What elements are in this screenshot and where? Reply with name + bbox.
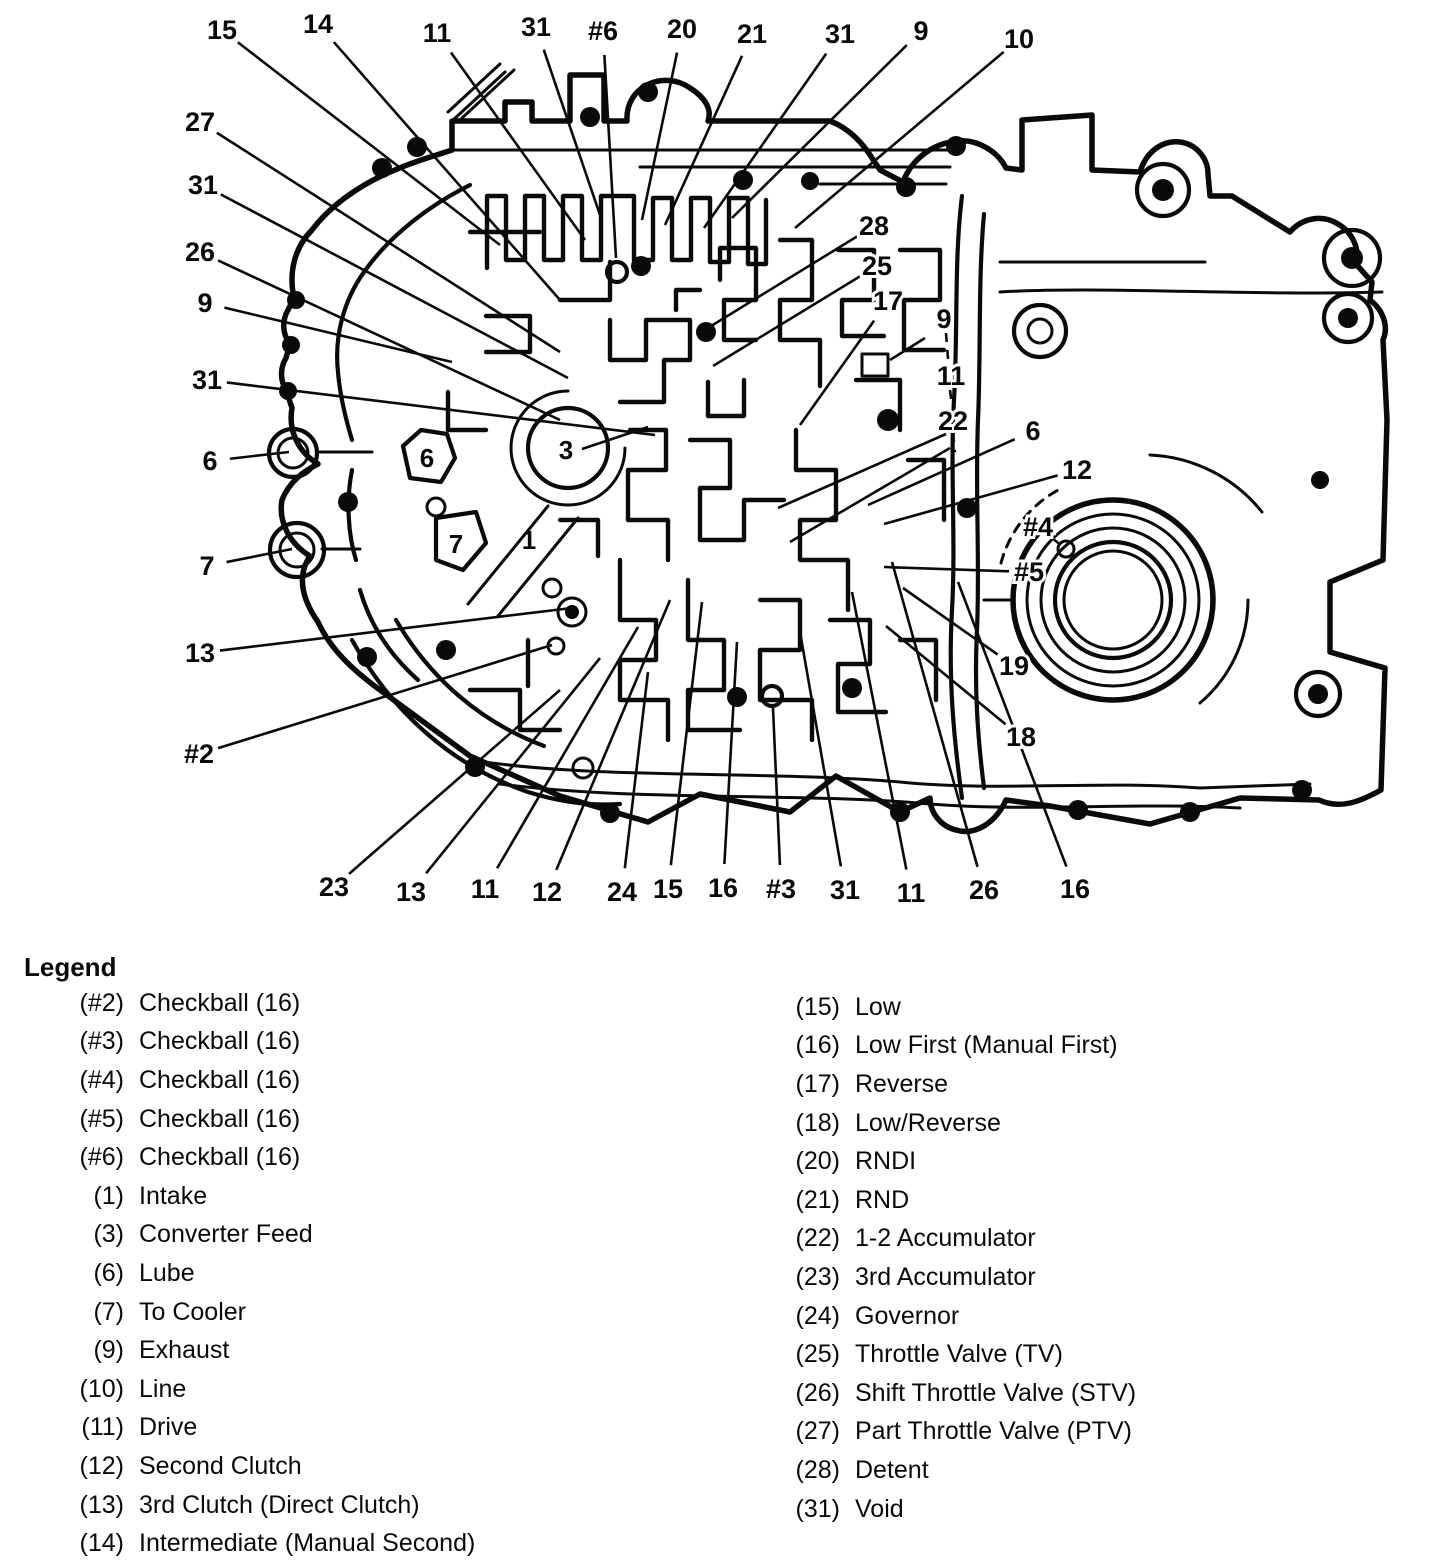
legend-row [36,1254,475,1293]
legend-item-label: Checkball (16) [139,1027,301,1056]
legend-row [36,1524,475,1563]
callout-label: 6 [1025,416,1041,446]
legend-item-label: Checkball (16) [139,1104,301,1133]
legend-item-number: (24) [795,1301,840,1330]
legend-item-label: Line [139,1374,187,1403]
callout-label: 11 [422,18,452,48]
callout-leader [886,626,1006,724]
legend-item-number: (1) [93,1181,124,1210]
legend-title: Legend [24,952,117,982]
callout-leader [732,45,907,218]
legend-row [36,1370,475,1409]
legend-item-label: 3rd Accumulator [855,1262,1036,1291]
legend-item-number: (25) [795,1340,840,1369]
callout-label: 18 [1005,722,1037,752]
legend-item-number: (27) [795,1417,840,1446]
legend-item-label: Low [855,992,901,1021]
passage-number-label: 1 [521,525,537,555]
legend-row [752,1142,1136,1181]
legend-row [36,1331,475,1370]
callout-leader [642,52,677,220]
callout-label: 13 [395,877,427,907]
bell-inner-contour [337,185,470,680]
legend-item-label: Throttle Valve (TV) [855,1340,1063,1369]
legend-row [36,1486,475,1525]
legend-row [36,1100,475,1139]
legend-row [752,988,1136,1027]
callout-label: 21 [736,19,768,49]
legend-item-number: (31) [795,1494,840,1523]
legend-item-number: (10) [79,1374,124,1403]
legend-item-label: Governor [855,1301,960,1330]
callout-leader [238,42,500,245]
legend-item-label: RND [855,1185,910,1214]
legend-row [752,1490,1136,1529]
callout-label: 31 [824,19,856,49]
legend-row [36,1293,475,1332]
legend-item-number: (#3) [79,1027,124,1056]
legend-item-label: Exhaust [139,1336,230,1365]
legend-item-label: Shift Throttle Valve (STV) [855,1378,1137,1407]
legend-item-label: Low First (Manual First) [855,1031,1118,1060]
legend-item-number: (#2) [79,988,124,1017]
legend-row [36,1177,475,1216]
callout-label: 27 [184,107,216,137]
legend-item-label: Checkball (16) [139,1065,301,1094]
callout-leader [773,708,780,865]
callout-label: 11 [936,361,966,391]
legend-row [752,1027,1136,1066]
callout-label: #3 [765,874,797,904]
legend-item-label: Checkball (16) [139,988,301,1017]
callout-leader [892,562,978,867]
legend-item-number: (7) [93,1297,124,1326]
legend-item-label: Void [855,1494,904,1523]
callout-label: 31 [829,875,861,905]
legend-item-number: (3) [93,1220,124,1249]
legend-item-number: (9) [93,1336,124,1365]
callout-label: #6 [587,16,619,46]
callout-label: #4 [1022,512,1054,542]
callout-label: 15 [652,874,684,904]
callout-label: 13 [184,638,216,668]
legend-row [752,1335,1136,1374]
callout-leader [604,55,616,258]
legend-row [752,1220,1136,1259]
legend-row [36,1447,475,1486]
legend-row [752,1104,1136,1143]
legend-item-label: Lube [139,1258,195,1287]
legend-item-number: (13) [79,1490,124,1519]
legend-row [36,1216,475,1255]
top-contours [455,150,950,184]
legend-item-label: To Cooler [139,1297,246,1326]
callout-leader [884,567,1009,571]
callout-leader [220,608,572,651]
legend-item-number: (12) [79,1451,124,1480]
legend-row [752,1413,1136,1452]
legend-item-label: Intermediate (Manual Second) [139,1529,476,1558]
section-line [946,333,948,359]
legend-row [752,1258,1136,1297]
callout-label: 11 [470,874,500,904]
legend-item-number: (20) [795,1147,840,1176]
callout-label: 20 [666,14,698,44]
bolt-holes [279,82,1363,823]
callout-label: 26 [184,237,216,267]
legend-item-label: Drive [139,1413,198,1442]
callout-label: 7 [199,551,215,581]
legend-column-right [752,988,1136,1528]
callout-leader [868,439,1015,505]
callout-leader [334,42,560,300]
transmission-case-drawing [269,64,1387,831]
legend-item-number: (6) [93,1258,124,1287]
legend-item-label: Intake [139,1181,208,1210]
legend-item-number: (#4) [79,1065,124,1094]
legend-item-number: (15) [795,992,840,1021]
intake-diagonals [468,506,578,616]
callout-leader [713,276,860,366]
legend-item-number: (#6) [79,1143,124,1172]
callout-leader [218,645,552,748]
legend-column-left [36,984,475,1563]
legend-row [36,1023,475,1062]
legend-row [752,1065,1136,1104]
legend-row [752,1297,1136,1336]
callout-label: 17 [872,286,904,316]
passage-number-label: 7 [448,529,464,559]
callout-label: 31 [191,365,223,395]
callout-label: 24 [606,877,638,907]
legend-item-label: 1-2 Accumulator [855,1224,1036,1253]
bolt-bosses-and-ports [269,164,1380,716]
passage-number-label: 3 [558,435,574,465]
callout-label: 31 [520,12,552,42]
callout-label: 19 [998,651,1030,681]
callout-label: 9 [913,16,929,46]
callout-label: 26 [968,875,1000,905]
callout-label: 12 [1061,455,1093,485]
callout-leader [724,642,737,864]
callout-label: 25 [861,251,893,281]
legend-row [752,1181,1136,1220]
legend-row [36,984,475,1023]
legend-item-label: Reverse [855,1069,949,1098]
legend-item-label: Part Throttle Valve (PTV) [855,1417,1132,1446]
callout-label: 16 [1059,874,1091,904]
callout-label: #5 [1013,557,1045,587]
callout-label: 11 [896,878,926,908]
callout-label: 6 [202,446,218,476]
callout-label: 14 [302,9,334,39]
callout-leader [800,632,841,866]
callout-label: 23 [318,872,350,902]
legend-row [752,1451,1136,1490]
legend-item-number: (18) [795,1108,840,1137]
callout-leader [497,627,638,868]
callout-label: 31 [187,170,219,200]
legend-row [36,1409,475,1448]
legend-item-number: (16) [795,1031,840,1060]
legend-item-number: (17) [795,1069,840,1098]
section-line [950,390,952,406]
callout-label: 9 [936,304,952,334]
callout-label: 9 [197,288,213,318]
callout-label: #2 [183,739,215,769]
callout-leader [556,600,670,870]
passage-number-label: 6 [419,443,435,473]
callout-leader [451,53,585,240]
legend-item-number: (#5) [79,1104,124,1133]
legend-item-number: (28) [795,1455,840,1484]
legend-item-label: Converter Feed [139,1220,313,1249]
legend-item-label: Low/Reverse [855,1108,1001,1137]
legend-item-number: (23) [795,1262,840,1291]
legend-item-label: 3rd Clutch (Direct Clutch) [139,1490,420,1519]
legend-item-label: RNDI [855,1147,917,1176]
callout-label: 22 [937,406,969,436]
legend-item-label: Detent [855,1455,929,1484]
legend-item-number: (11) [81,1413,124,1442]
legend-item-number: (26) [795,1378,840,1407]
legend-item-number: (22) [795,1224,840,1253]
callout-label: 28 [858,211,890,241]
legend-item-number: (21) [795,1185,840,1214]
legend-item-number: (14) [79,1529,124,1558]
section-line [790,448,950,542]
case-outline [281,75,1387,831]
legend-row [36,1138,475,1177]
legend-item-label: Checkball (16) [139,1143,301,1172]
legend-item-label: Second Clutch [139,1451,302,1480]
callout-label: 15 [206,15,238,45]
callout-label: 10 [1003,24,1035,54]
legend-row [752,1374,1136,1413]
callout-label: 16 [707,873,739,903]
callout-label: 12 [531,877,563,907]
legend-row [36,1061,475,1100]
callout-leader [852,592,906,869]
